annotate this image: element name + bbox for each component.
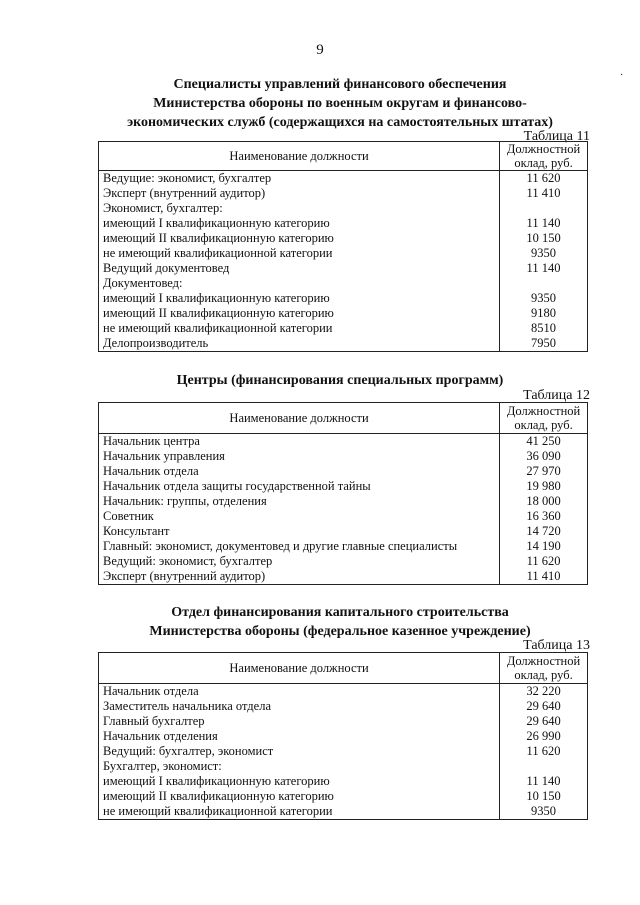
salary-value: 9350 bbox=[500, 246, 588, 261]
table-12 bbox=[98, 402, 588, 585]
section-1-title bbox=[60, 75, 620, 132]
position-name: Главный бухгалтер bbox=[99, 714, 500, 729]
column-header-name: Наименование должности bbox=[99, 653, 500, 684]
position-name: Советник bbox=[99, 509, 500, 524]
table-11-caption: Таблица 11 bbox=[523, 129, 590, 144]
position-name: имеющий I квалификационную категорию bbox=[99, 291, 500, 306]
section-1-title-line: Министерства обороны по военным округам и финансово- bbox=[153, 96, 527, 111]
table-row bbox=[99, 479, 588, 494]
salary-value: 11 140 bbox=[500, 261, 588, 276]
table-row bbox=[99, 509, 588, 524]
table-row bbox=[99, 449, 588, 464]
position-name: Делопроизводитель bbox=[99, 336, 500, 352]
table-row bbox=[99, 699, 588, 714]
table-row bbox=[99, 524, 588, 539]
position-name: Начальник центра bbox=[99, 434, 500, 450]
position-name: Ведущий документовед bbox=[99, 261, 500, 276]
table-11-body bbox=[99, 171, 588, 352]
salary-value bbox=[500, 276, 588, 291]
section-1-title-line: экономических служб (содержащихся на самостоятельных штатах) bbox=[127, 115, 553, 130]
table-row bbox=[99, 276, 588, 291]
column-header-salary: Должностной оклад, руб. bbox=[500, 653, 588, 684]
salary-value: 11 620 bbox=[500, 744, 588, 759]
salary-value: 32 220 bbox=[500, 684, 588, 700]
salary-value: 9350 bbox=[500, 291, 588, 306]
table-row bbox=[99, 321, 588, 336]
column-header-salary: Должностной оклад, руб. bbox=[500, 403, 588, 434]
salary-value: 8510 bbox=[500, 321, 588, 336]
table-row bbox=[99, 246, 588, 261]
table-13-caption: Таблица 13 bbox=[523, 638, 590, 653]
column-header-name: Наименование должности bbox=[99, 403, 500, 434]
table-row bbox=[99, 494, 588, 509]
table-row bbox=[99, 231, 588, 246]
table-row bbox=[99, 789, 588, 804]
salary-value: 41 250 bbox=[500, 434, 588, 450]
table-12-caption: Таблица 12 bbox=[523, 388, 590, 403]
salary-value: 10 150 bbox=[500, 789, 588, 804]
table-row bbox=[99, 186, 588, 201]
table-row bbox=[99, 804, 588, 820]
position-name: Эксперт (внутренний аудитор) bbox=[99, 569, 500, 585]
table-13 bbox=[98, 652, 588, 820]
position-name: Начальник: группы, отделения bbox=[99, 494, 500, 509]
salary-value: 9350 bbox=[500, 804, 588, 820]
section-3-title bbox=[60, 603, 620, 641]
position-name: имеющий II квалификационную категорию bbox=[99, 306, 500, 321]
position-name: Начальник отдела bbox=[99, 684, 500, 700]
position-name: Заместитель начальника отдела bbox=[99, 699, 500, 714]
salary-value: 11 140 bbox=[500, 216, 588, 231]
salary-value: 29 640 bbox=[500, 714, 588, 729]
position-name: Консультант bbox=[99, 524, 500, 539]
section-2-title-line: Центры (финансирования специальных программ) bbox=[176, 373, 504, 388]
table-row bbox=[99, 774, 588, 789]
salary-value: 11 410 bbox=[500, 569, 588, 585]
column-header-salary: Должностной оклад, руб. bbox=[500, 142, 588, 171]
salary-value: 29 640 bbox=[500, 699, 588, 714]
table-12-body bbox=[99, 434, 588, 585]
column-header-name: Наименование должности bbox=[99, 142, 500, 171]
salary-value: 11 410 bbox=[500, 186, 588, 201]
table-row bbox=[99, 261, 588, 276]
salary-value: 11 620 bbox=[500, 554, 588, 569]
section-3-title-line: Отдел финансирования капитального строительства bbox=[171, 605, 509, 620]
salary-value: 14 190 bbox=[500, 539, 588, 554]
table-row bbox=[99, 569, 588, 585]
salary-value: 36 090 bbox=[500, 449, 588, 464]
salary-value: 19 980 bbox=[500, 479, 588, 494]
table-row bbox=[99, 539, 588, 554]
table-row bbox=[99, 684, 588, 700]
table-row bbox=[99, 744, 588, 759]
position-name: Начальник отдела bbox=[99, 464, 500, 479]
position-name: Эксперт (внутренний аудитор) bbox=[99, 186, 500, 201]
position-name: Начальник отдела защиты государственной тайны bbox=[99, 479, 500, 494]
position-name: не имеющий квалификационной категории bbox=[99, 246, 500, 261]
section-1-title-line: Специалисты управлений финансового обеспечения bbox=[173, 77, 507, 92]
position-name: Документовед: bbox=[99, 276, 500, 291]
table-row bbox=[99, 336, 588, 352]
table-row bbox=[99, 759, 588, 774]
position-name: Начальник отделения bbox=[99, 729, 500, 744]
table-row bbox=[99, 306, 588, 321]
table-row bbox=[99, 554, 588, 569]
salary-value: 18 000 bbox=[500, 494, 588, 509]
position-name: Начальник управления bbox=[99, 449, 500, 464]
page-number: 9 bbox=[316, 42, 324, 58]
table-row bbox=[99, 714, 588, 729]
table-row bbox=[99, 201, 588, 216]
salary-value bbox=[500, 201, 588, 216]
salary-value: 10 150 bbox=[500, 231, 588, 246]
salary-value: 11 140 bbox=[500, 774, 588, 789]
table-13-body bbox=[99, 684, 588, 820]
salary-value: 11 620 bbox=[500, 171, 588, 187]
salary-value: 26 990 bbox=[500, 729, 588, 744]
salary-value: 7950 bbox=[500, 336, 588, 352]
salary-value: 9180 bbox=[500, 306, 588, 321]
table-row bbox=[99, 434, 588, 450]
table-row bbox=[99, 464, 588, 479]
position-name: имеющий I квалификационную категорию bbox=[99, 216, 500, 231]
position-name: Ведущий: бухгалтер, экономист bbox=[99, 744, 500, 759]
position-name: Ведущие: экономист, бухгалтер bbox=[99, 171, 500, 187]
salary-value: 27 970 bbox=[500, 464, 588, 479]
salary-value: 16 360 bbox=[500, 509, 588, 524]
position-name: Бухгалтер, экономист: bbox=[99, 759, 500, 774]
position-name: имеющий I квалификационную категорию bbox=[99, 774, 500, 789]
position-name: Ведущий: экономист, бухгалтер bbox=[99, 554, 500, 569]
table-row bbox=[99, 216, 588, 231]
position-name: не имеющий квалификационной категории bbox=[99, 321, 500, 336]
table-row bbox=[99, 291, 588, 306]
position-name: имеющий II квалификационную категорию bbox=[99, 231, 500, 246]
table-row bbox=[99, 171, 588, 187]
position-name: имеющий II квалификационную категорию bbox=[99, 789, 500, 804]
position-name: Экономист, бухгалтер: bbox=[99, 201, 500, 216]
position-name: не имеющий квалификационной категории bbox=[99, 804, 500, 820]
scan-mark: · bbox=[620, 70, 624, 81]
position-name: Главный: экономист, документовед и другие главные специалисты bbox=[99, 539, 500, 554]
salary-value bbox=[500, 759, 588, 774]
section-3-title-line: Министерства обороны (федеральное казенное учреждение) bbox=[149, 624, 531, 639]
table-row bbox=[99, 729, 588, 744]
table-11 bbox=[98, 141, 588, 352]
salary-value: 14 720 bbox=[500, 524, 588, 539]
